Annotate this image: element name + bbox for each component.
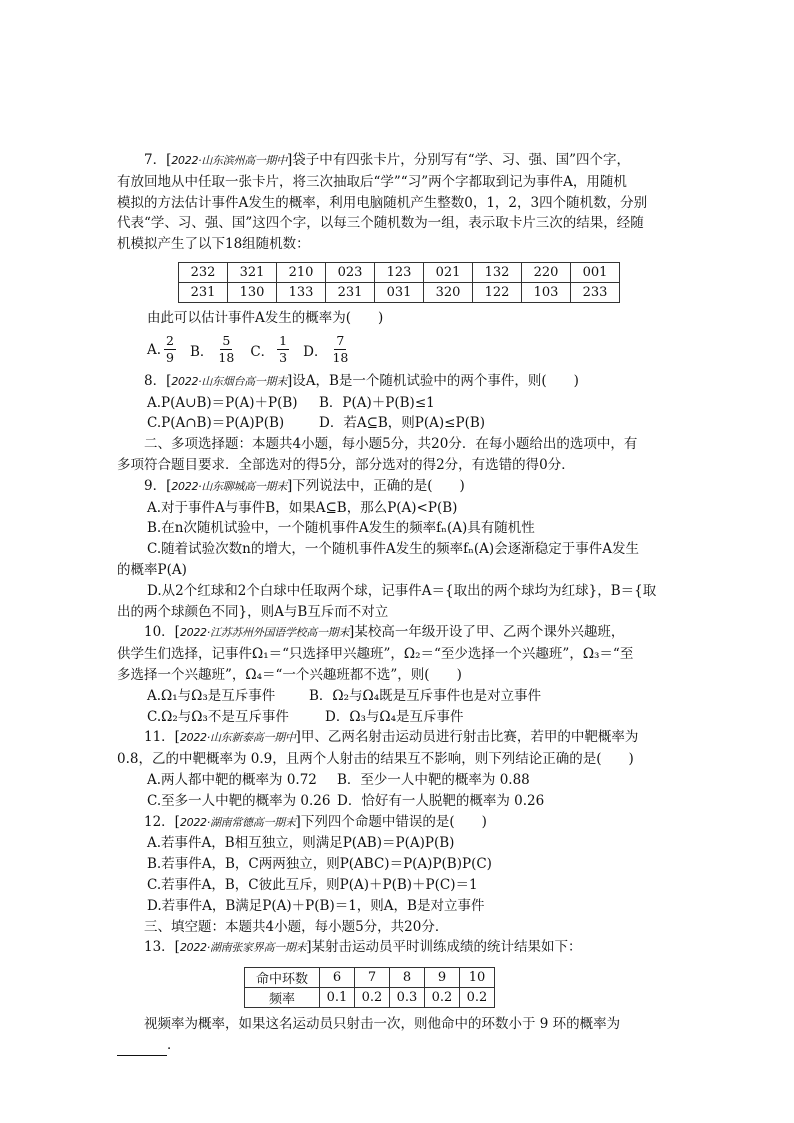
table-cell: 123	[375, 262, 424, 282]
q10-option-a: A.Ω₁与Ω₃是互斥事件	[147, 687, 276, 704]
q10-option-d: D．Ω₃与Ω₄是互斥事件	[325, 708, 464, 725]
q9-option-c-2: 的概率P(A)	[117, 561, 187, 578]
numerator: 1	[279, 333, 288, 349]
random-number-table	[178, 262, 620, 303]
q9-number: 9．[	[144, 477, 172, 494]
fraction	[277, 334, 289, 365]
q10-option-b: B．Ω₂与Ω₄既是互斥事件也是对立事件	[309, 687, 542, 704]
q10-options-cd	[117, 707, 675, 728]
q9-option-c-1: C.随着试验次数n的增大，一个随机事件A发生的频率fₙ(A)会逐渐稳定于事件A发生	[147, 541, 639, 558]
q11-line-2: 0.8，乙的中靶概率为 0.9，且两个人射击的结果互不影响，则下列结论正确的是( )	[117, 751, 634, 768]
q7-line-4: 代表“学、习、强、国”这四个字，以每三个随机数为一组，表示取卡片三次的结果，经随	[117, 215, 644, 232]
q11-text-1: ]甲、乙两名射击运动员进行射击比赛，若甲的中靶概率为	[295, 729, 639, 746]
q10-line-3: 多选择一个兴趣班”，Ω₄＝“一个兴趣班都不选”，则( )	[117, 666, 462, 683]
q12-option-a: A.若事件A，B相互独立，则满足P(AB)＝P(A)P(B)	[147, 835, 455, 852]
q12-source: 2022·湖南常德高一期末	[179, 815, 296, 829]
q7-line-3: 模拟的方法估计事件A发生的概率，利用电脑随机产生整数0，1，2，3四个随机数，分别	[117, 194, 648, 211]
q12-option-d: D.若事件A，B满足P(A)＋P(B)＝1，则A，B是对立事件	[147, 897, 485, 914]
q7-line-1	[117, 150, 675, 172]
q13-number: 13．[	[144, 939, 180, 956]
q7-option-a	[147, 334, 176, 365]
table-row	[245, 968, 495, 988]
numerator: 7	[336, 333, 345, 349]
q12-number: 12．[	[144, 813, 180, 830]
q13-line-3	[117, 1035, 675, 1056]
q13-source: 2022·湖南张家界高一期末	[179, 941, 307, 955]
q13-text-1: ]某射击运动员平时训练成绩的统计结果如下：	[306, 939, 582, 956]
q11-option-d: D．恰好有一人脱靶的概率为 0.26	[337, 792, 545, 809]
option-label: C．	[250, 343, 275, 360]
option-label: A.	[147, 341, 162, 358]
table-cell: 122	[473, 282, 522, 302]
q10-source: 2022·江苏苏州外国语学校高一期末	[179, 626, 350, 640]
table-header: 命中环数	[245, 968, 320, 988]
q9-line-1	[117, 476, 675, 498]
q8-option-c: C.P(A∩B)＝P(A)P(B)	[147, 415, 285, 432]
table-row	[179, 282, 620, 302]
q12-option-c: C.若事件A，B，C彼此互斥，则P(A)＋P(B)＋P(C)＝1	[147, 876, 478, 893]
table-cell: 023	[326, 262, 375, 282]
q11-option-b: B．至少一人中靶的概率为 0.88	[337, 771, 530, 788]
numerator: 5	[222, 333, 231, 349]
table-cell: 021	[424, 262, 473, 282]
q7-number: 7．[	[144, 152, 172, 168]
q7-line-2: 有放回地从中任取一张卡片，将三次抽取后“学”“习”两个字都取到记为事件A，用随机	[117, 173, 627, 190]
option-label: B．	[190, 343, 214, 360]
section-2-heading-2: 多项符合题目要求．全部选对的得5分，部分选对的得2分，有选错的得0分．	[117, 456, 575, 473]
q11-option-a: A.两人都中靶的概率为 0.72	[147, 771, 317, 788]
fraction	[164, 334, 176, 365]
score-frequency-table	[244, 967, 495, 1008]
table-cell: 001	[571, 262, 620, 282]
denominator: 18	[332, 350, 349, 366]
q8-option-d: D．若A⊆B，则P(A)≤P(B)	[319, 415, 486, 432]
table-cell: 210	[277, 262, 326, 282]
table-cell: 10	[460, 968, 495, 988]
q9-source: 2022·山东聊城高一期末	[171, 479, 287, 493]
table-row	[179, 262, 620, 282]
q10-text-1: ]某校高一年级开设了甲、乙两个课外兴趣班，	[349, 624, 625, 641]
q9-option-b: B.在n次随机试验中，一个随机事件A发生的频率fₙ(A)具有随机性	[147, 520, 535, 537]
q10-number: 10．[	[144, 624, 180, 641]
table-cell: 0.1	[320, 988, 355, 1008]
q11-options-cd	[117, 791, 675, 812]
q12-text-1: ]下列四个命题中错误的是( )	[295, 813, 487, 830]
q9-text-1: ]下列说法中，正确的是( )	[286, 477, 465, 494]
q8-options-ab	[117, 393, 675, 414]
q8-source: 2022·山东烟台高一期末	[171, 374, 287, 388]
numerator: 2	[166, 333, 174, 349]
table-cell: 133	[277, 282, 326, 302]
table-cell: 0.2	[425, 988, 460, 1008]
q8-text-1: ]设A，B是一个随机试验中的两个事件，则( )	[286, 372, 579, 389]
fraction	[216, 334, 236, 365]
q13-line-2: 视频率为概率，如果这名运动员只射击一次，则他命中的环数小于 9 环的概率为	[144, 1016, 621, 1033]
q11-line-1	[117, 727, 675, 749]
denominator: 3	[279, 350, 288, 366]
table-cell: 0.3	[390, 988, 425, 1008]
q10-options-ab	[117, 686, 675, 707]
option-label: D．	[303, 343, 328, 360]
q7-option-b	[190, 334, 236, 365]
table-cell: 130	[228, 282, 277, 302]
table-row	[245, 988, 495, 1008]
q11-number: 11．[	[144, 729, 180, 746]
denominator: 9	[166, 350, 174, 366]
q7-options	[117, 329, 675, 371]
q9-option-a: A.对于事件A与事件B，如果A⊆B，那么P(A)<P(B)	[147, 499, 458, 516]
q7-source: 2022·山东滨州高一期中	[171, 154, 287, 167]
denominator: 18	[218, 350, 235, 366]
table-cell: 132	[473, 262, 522, 282]
q10-option-c: C.Ω₂与Ω₃不是互斥事件	[147, 708, 289, 725]
table-cell: 320	[424, 282, 473, 302]
table-cell: 321	[228, 262, 277, 282]
q12-line-1	[117, 812, 675, 834]
table-cell: 9	[425, 968, 460, 988]
q7-text-1: ]袋子中有四张卡片，分别写有“学、习、强、国”四个字，	[286, 152, 631, 168]
q13-line-1	[117, 937, 675, 959]
answer-blank[interactable]	[117, 1041, 167, 1056]
table-cell: 6	[320, 968, 355, 988]
q11-source: 2022·山东新泰高一期中	[179, 731, 296, 745]
q13-end-mark: ．	[167, 1036, 181, 1053]
q7-option-d	[303, 334, 350, 365]
q9-option-d-2: 出的两个球颜色不同}，则A与B互斥而不对立	[117, 603, 389, 620]
table-cell: 233	[571, 282, 620, 302]
q9-option-d-1: D.从2个红球和2个白球中任取两个球，记事件A＝{取出的两个球均为红球}，B＝{取	[147, 582, 657, 599]
table-cell: 0.2	[460, 988, 495, 1008]
table-cell: 103	[522, 282, 571, 302]
section-2-heading-1: 二、多项选择题：本题共4小题，每小题5分，共20分．在每小题给出的选项中，有	[144, 436, 638, 453]
q7-option-c	[250, 334, 289, 365]
q7-line-5: 机模拟产生了以下18组随机数：	[117, 236, 310, 253]
q12-option-b: B.若事件A，B，C两两独立，则P(ABC)＝P(A)P(B)P(C)	[147, 856, 492, 873]
q8-line-1	[117, 371, 675, 393]
q8-option-a: A.P(A∪B)＝P(A)＋P(B)	[147, 394, 298, 411]
table-cell: 220	[522, 262, 571, 282]
fraction	[330, 334, 350, 365]
page-content	[117, 150, 675, 1056]
table-cell: 0.2	[355, 988, 390, 1008]
table-cell: 231	[326, 282, 375, 302]
q10-line-1	[117, 622, 675, 644]
table-cell: 232	[179, 262, 228, 282]
q8-option-b: B．P(A)＋P(B)≤1	[319, 394, 435, 411]
q10-line-2: 供学生们选择，记事件Ω₁＝“只选择甲兴趣班”，Ω₂＝“至少选择一个兴趣班”，Ω₃＝“至	[117, 646, 634, 663]
q8-number: 8．[	[144, 372, 172, 389]
table-cell: 8	[390, 968, 425, 988]
q11-options-ab	[117, 770, 675, 791]
section-3-heading: 三、填空题：本题共4小题，每小题5分，共20分．	[144, 918, 449, 935]
q8-options-cd	[117, 413, 675, 434]
q7-stem: 由此可以估计事件A发生的概率为( )	[147, 309, 384, 326]
table-cell: 031	[375, 282, 424, 302]
q11-option-c: C.至多一人中靶的概率为 0.26	[147, 792, 331, 809]
table-cell: 7	[355, 968, 390, 988]
table-cell: 231	[179, 282, 228, 302]
table-header: 频率	[245, 988, 320, 1008]
